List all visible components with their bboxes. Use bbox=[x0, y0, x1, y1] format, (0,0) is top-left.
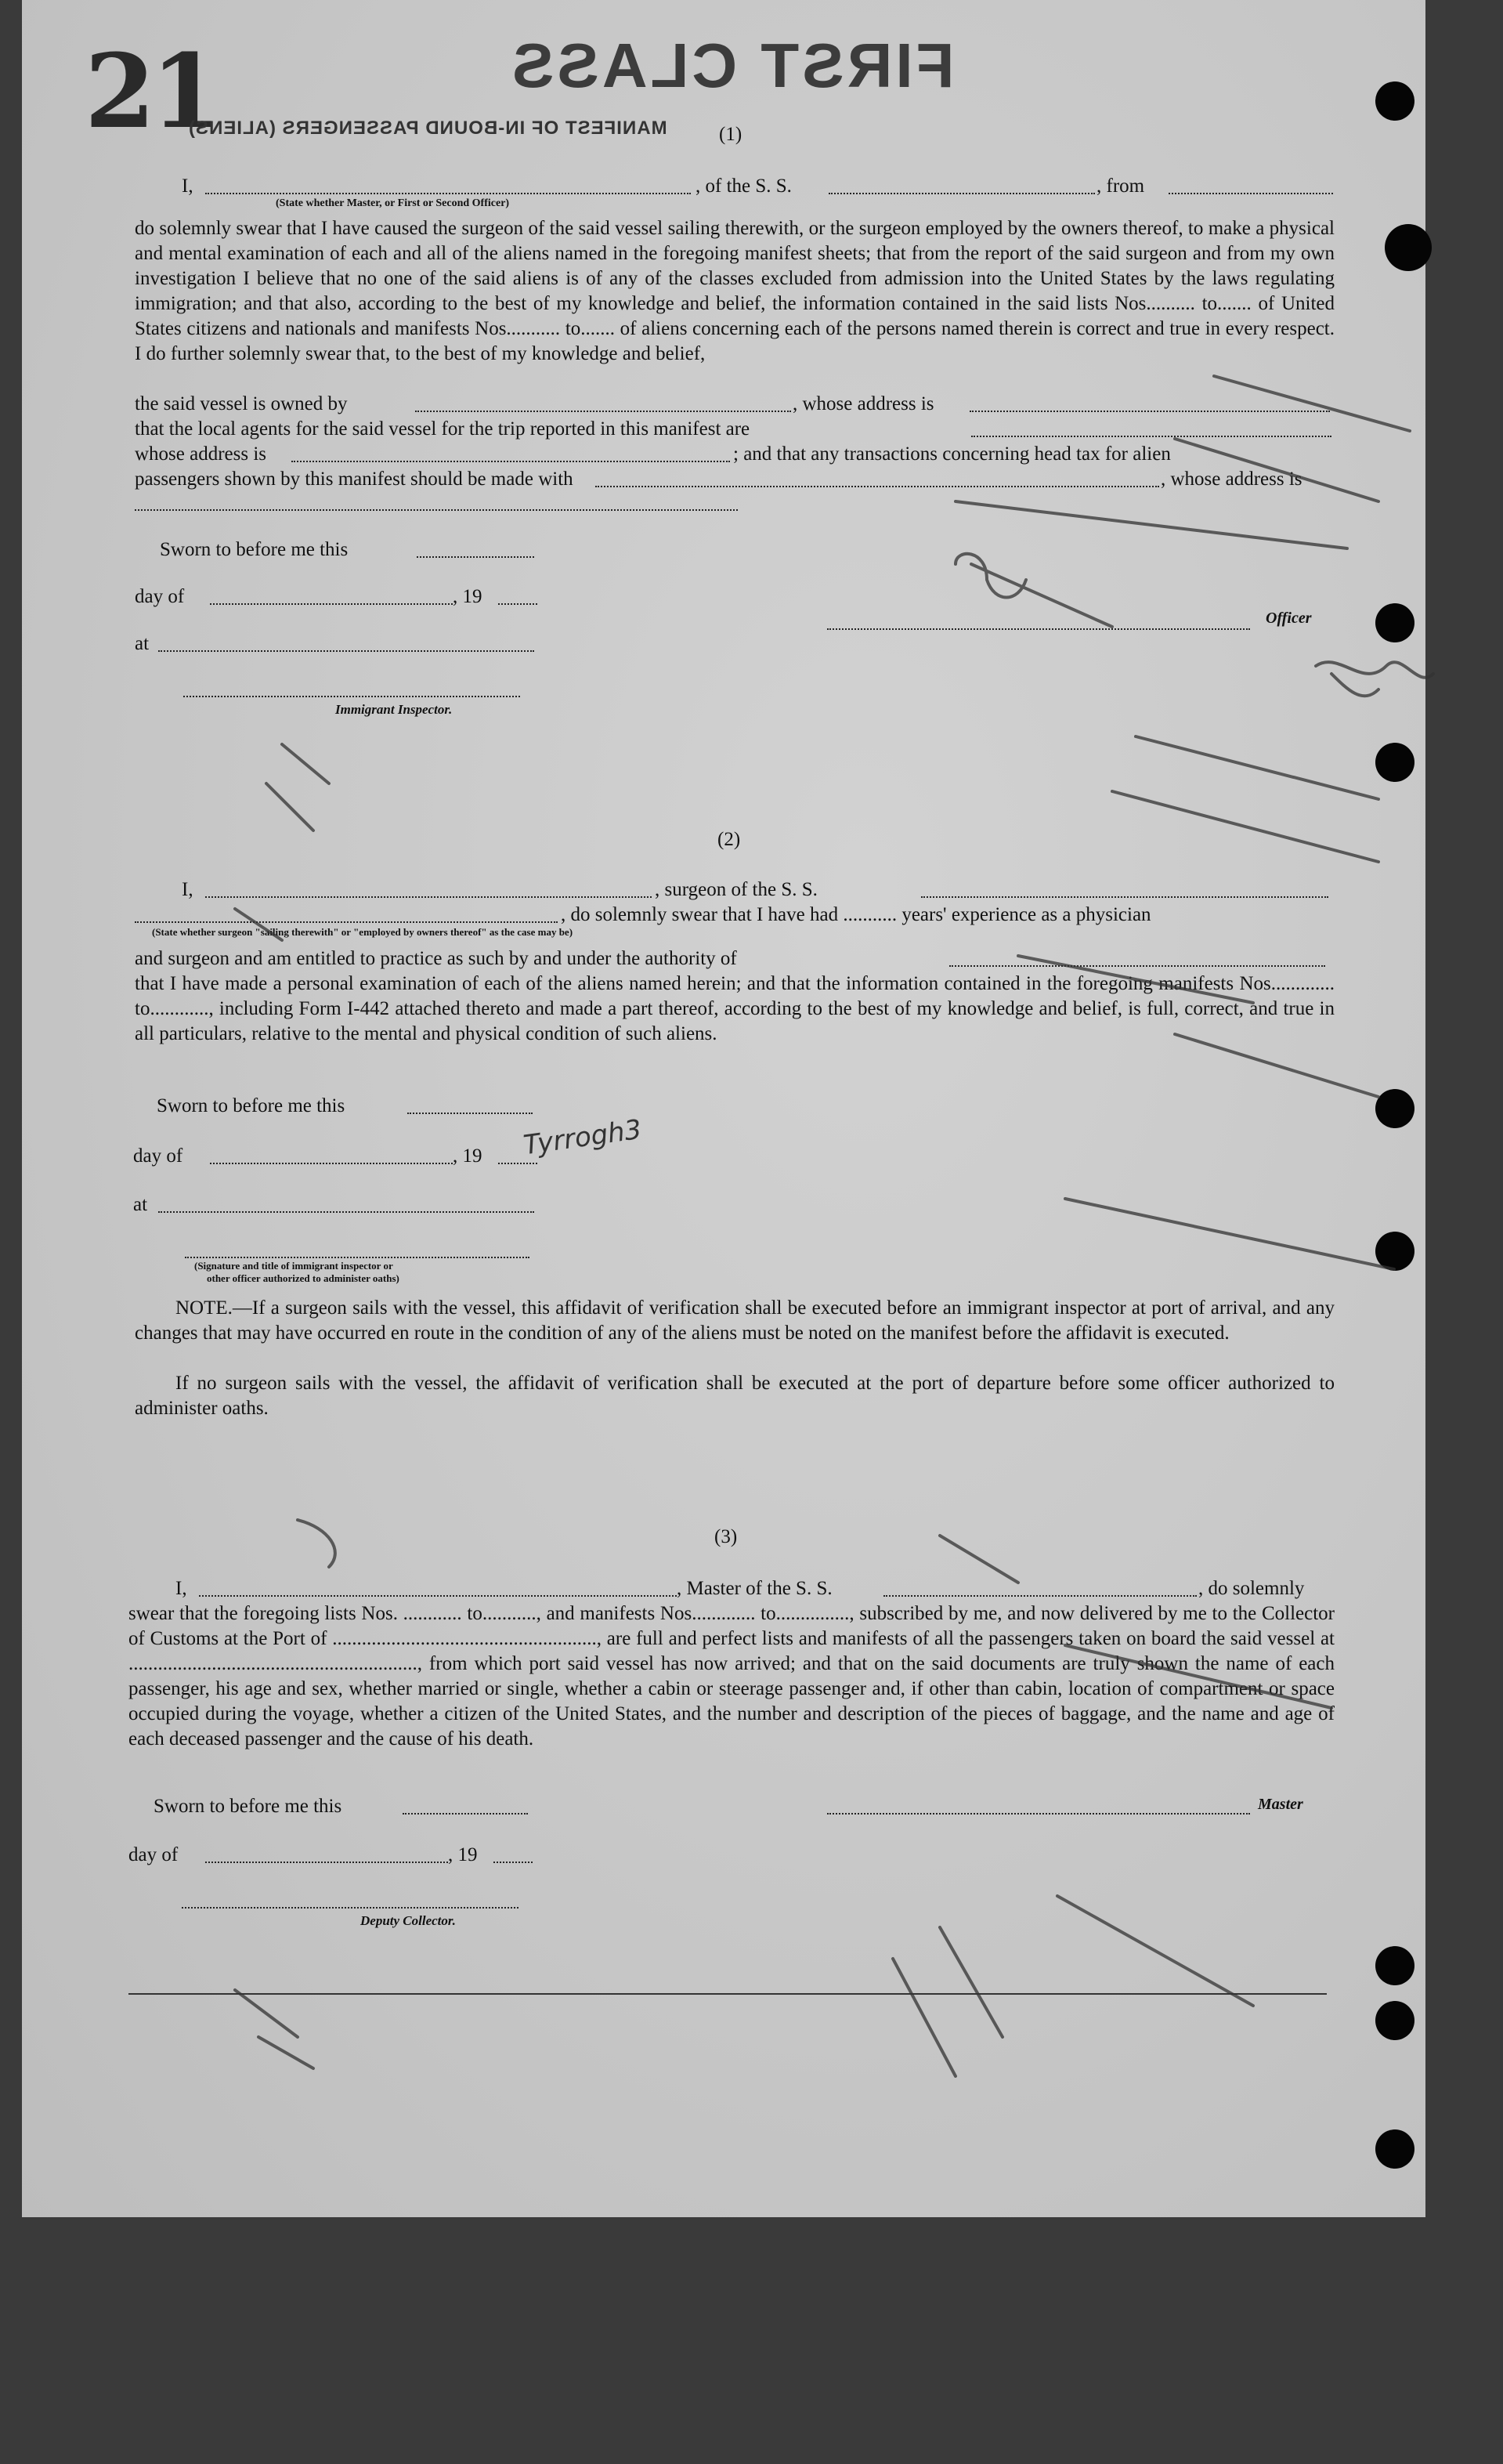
pencil-stroke bbox=[956, 501, 1347, 548]
caption-signature-1: (Signature and title of immigrant inspector or bbox=[194, 1260, 393, 1272]
text-whose-address-3: , whose address is bbox=[1161, 469, 1302, 490]
text-day-of: day of bbox=[128, 1844, 179, 1865]
pencil-stroke bbox=[940, 1536, 1018, 1583]
text-whose-address: , whose address is bbox=[793, 393, 934, 414]
label-master: Master bbox=[1258, 1796, 1303, 1813]
section-number: (3) bbox=[714, 1526, 738, 1547]
pencil-stroke bbox=[1214, 376, 1410, 431]
text-year: , 19 bbox=[453, 1145, 482, 1167]
caption-signature-2: other officer authorized to administer oaths) bbox=[207, 1272, 399, 1284]
pencil-stroke bbox=[940, 1927, 1003, 2037]
text-from: , from bbox=[1097, 175, 1145, 197]
text-do-solemnly: , do solemnly bbox=[1198, 1578, 1305, 1599]
oath-paragraph-3: swear that the foregoing lists Nos. ............ to..........., and manifests Nos............. to..............., subscribed by me, and now delivered by me to the Collector of Customs at the Port of ......................................................, are full and perfect lists and manifests of all the passengers taken on board the said vessel at ..........................................................., from which port said vessel has now arrived; and that on the said documents are truly shown the name of each passenger, his age and sex, whether married or single, whether a cabin or steerage passenger and, if other than cabin, location of compartment or space occupied during the voyage, whether a citizen of the United States, and the number and description of the pieces of baggage, and the name and age of each deceased passenger and the cause of his death. bbox=[128, 1603, 1335, 1749]
label-officer: Officer bbox=[1266, 610, 1312, 627]
text-day-of: day of bbox=[133, 1145, 183, 1167]
pencil-stroke bbox=[258, 2037, 313, 2068]
text-year: , 19 bbox=[448, 1844, 478, 1865]
pencil-stroke bbox=[1331, 674, 1378, 696]
bleed-through-header: MANIFEST OF IN-BOUND PASSENGERS (ALIENS) bbox=[188, 118, 667, 139]
section-number: (2) bbox=[717, 829, 741, 850]
pencil-stroke bbox=[1175, 1034, 1378, 1097]
pencil-stroke bbox=[1112, 791, 1378, 862]
pencil-stroke bbox=[298, 1520, 335, 1567]
text-i: I, bbox=[175, 1578, 187, 1599]
pencil-stroke bbox=[1136, 736, 1378, 799]
text-surgeon-of: , surgeon of the S. S. bbox=[655, 879, 818, 900]
oath-paragraph-1: do solemnly swear that I have caused the surgeon of the said vessel sailing therewith, or the surgeon employed by the owners thereof, to make a physical and mental examination of each and all of the aliens named in the foregoing manifest sheets; that from the report of the said surgeon and from my own investigation I believe that no one of the said aliens is of any of the classes excluded from admission into the United States by the laws regulating immigration; and that also, according to the best of my knowledge and belief, the information contained in the said lists Nos.......... to....... of United States citizens and nationals and manifests Nos........... to....... of aliens concerning each of the persons named therein is correct and true in every respect. I do further solemnly swear that, to the best of my knowledge and belief, bbox=[135, 218, 1335, 364]
pencil-stroke bbox=[893, 1959, 956, 2076]
text-sworn: Sworn to before me this bbox=[157, 1095, 345, 1116]
pencil-stroke bbox=[1065, 1645, 1331, 1708]
pencil-stroke bbox=[266, 783, 313, 830]
text-at: at bbox=[133, 1194, 148, 1215]
text-at: at bbox=[135, 633, 150, 654]
note-paragraph-2: If no surgeon sails with the vessel, the affidavit of verification shall be executed at the port of departure before some officer authorized to administer oaths. bbox=[135, 1373, 1335, 1419]
oath-paragraph-2: that I have made a personal examination of each of the aliens named herein; and that the information contained in the foregoing manifests Nos............. to............, including Form I-442 attached thereto and made a part thereof, according to the best of my knowledge and belief, is full, correct, and true in all particulars, relative to the mental and physical condition of such aliens. bbox=[135, 973, 1335, 1044]
text-local-agents: that the local agents for the said vessel for the trip reported in this manifest are bbox=[135, 418, 750, 440]
handwritten-note: Tyrrogh3 bbox=[521, 1113, 644, 1162]
caption-officer-rank: (State whether Master, or First or Second Officer) bbox=[276, 197, 510, 209]
text-head-tax: ; and that any transactions concerning head tax for alien bbox=[733, 443, 1171, 465]
pencil-stroke bbox=[235, 1990, 298, 2037]
text-i: I, bbox=[182, 175, 193, 197]
text-passengers-shown: passengers shown by this manifest should be made with bbox=[135, 469, 573, 490]
text-sworn: Sworn to before me this bbox=[160, 539, 349, 560]
text-day-of: day of bbox=[135, 586, 185, 607]
text-i: I, bbox=[182, 879, 193, 900]
label-immigrant-inspector: Immigrant Inspector. bbox=[335, 702, 453, 717]
text-owned-by: the said vessel is owned by bbox=[135, 393, 348, 414]
text-swear-experience: , do solemnly swear that I have had ........... years' experience as a physician bbox=[561, 904, 1151, 925]
pencil-stroke bbox=[956, 554, 1026, 598]
caption-surgeon-type: (State whether surgeon "sailing therewith" or "employed by owners thereof" as the case may be) bbox=[152, 926, 573, 938]
text-sworn: Sworn to before me this bbox=[154, 1796, 342, 1817]
pencil-stroke bbox=[1057, 1896, 1253, 2006]
text-of-ss: , of the S. S. bbox=[695, 175, 792, 197]
text-year: , 19 bbox=[453, 586, 482, 607]
pencil-stroke bbox=[1175, 439, 1378, 501]
note-paragraph: NOTE.—If a surgeon sails with the vessel, this affidavit of verification shall be executed before an immigrant inspector at port of arrival, and any changes that may have occurred en route in the condition of any of the aliens must be noted on the manifest before the affidavit is executed. bbox=[135, 1297, 1335, 1344]
pencil-stroke bbox=[1018, 956, 1253, 1003]
handwritten-page-number: 21 bbox=[85, 31, 217, 151]
class-stamp: FIRST CLASS bbox=[509, 31, 955, 100]
text-and-surgeon: and surgeon and am entitled to practice as such by and under the authority of bbox=[135, 948, 737, 969]
pencil-stroke bbox=[282, 744, 329, 783]
text-master-of: , Master of the S. S. bbox=[677, 1578, 833, 1599]
pencil-stroke bbox=[971, 564, 1112, 627]
pencil-stroke bbox=[235, 909, 282, 940]
label-deputy-collector: Deputy Collector. bbox=[360, 1913, 456, 1928]
pencil-stroke bbox=[1065, 1199, 1394, 1269]
section-number: (1) bbox=[719, 124, 742, 145]
text-whose-address-2: whose address is bbox=[135, 443, 267, 465]
